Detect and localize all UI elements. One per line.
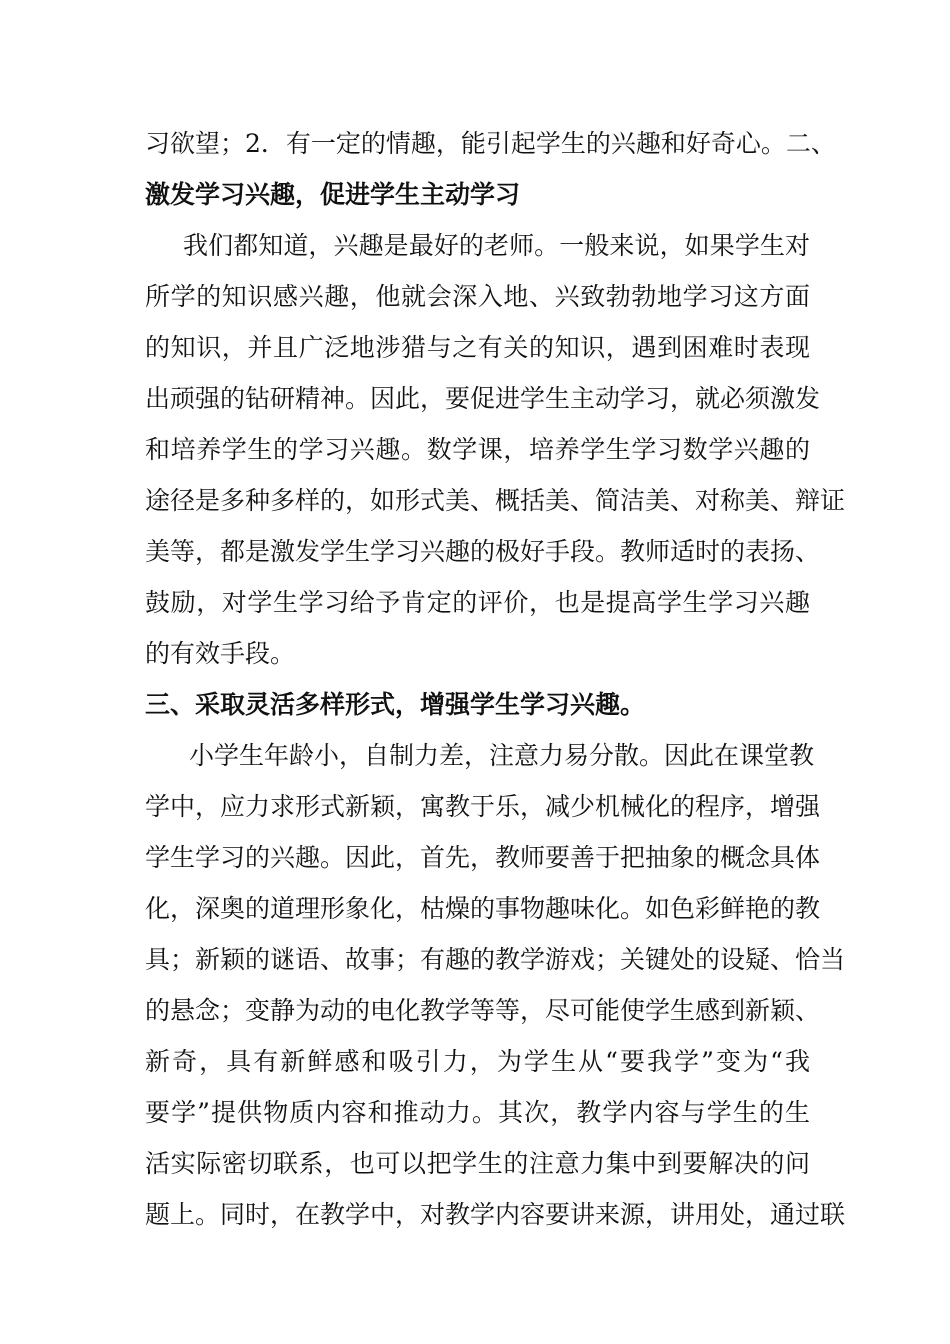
body-text-line: 新奇，具有新鲜感和吸引力，为学生从“要我学”变为“我 (145, 1047, 810, 1076)
body-text-line: 所学的知识感兴趣，他就会深入地、兴致勃勃地学习这方面 (145, 282, 810, 311)
body-text-line: 美等，都是激发学生学习兴趣的极好手段。教师适时的表扬、 (145, 537, 821, 566)
body-text-line: 习欲望；2．有一定的情趣，能引起学生的兴趣和好奇心。二、 (145, 129, 836, 158)
body-text-line: 学中，应力求形式新颖，寓教于乐，减少机械化的程序，增强 (145, 792, 821, 821)
body-text-line: 和培养学生的学习兴趣。数学课，培养学生学习数学兴趣的 (145, 435, 810, 464)
body-text-line: 鼓励，对学生学习给予肯定的评价，也是提高学生学习兴趣 (145, 588, 810, 617)
body-text-line: 的悬念；变静为动的电化教学等等，尽可能使学生感到新颖、 (145, 996, 821, 1025)
section-heading: 激发学习兴趣，促进学生主动学习 (145, 180, 521, 209)
document-body (145, 126, 846, 1248)
body-text-line: 化，深奥的道理形象化，枯燥的事物趣味化。如色彩鲜艳的教 (145, 894, 821, 923)
body-text-line: 小学生年龄小，自制力差，注意力易分散。因此在课堂教 (189, 741, 815, 770)
body-text-line: 具；新颖的谜语、故事；有趣的教学游戏；关键处的设疑、恰当 (145, 945, 846, 974)
section-heading: 三、采取灵活多样形式，增强学生学习兴趣。 (145, 690, 646, 719)
body-text-line: 出顽强的钻研精神。因此，要促进学生主动学习，就必须激发 (145, 384, 821, 413)
body-text-line: 要学”提供物质内容和推动力。其次，教学内容与学生的生 (145, 1098, 810, 1127)
body-text-line: 题上。同时，在教学中，对教学内容要讲来源，讲用处，通过联 (145, 1200, 846, 1229)
body-text-line: 途径是多种多样的，如形式美、概括美、简洁美、对称美、辩证 (145, 486, 846, 515)
body-text-line: 学生学习的兴趣。因此，首先，教师要善于把抽象的概念具体 (145, 843, 821, 872)
body-text-line: 的有效手段。 (145, 639, 296, 668)
body-text-line: 的知识，并且广泛地涉猎与之有关的知识，遇到困难时表现 (145, 333, 810, 362)
body-text-line: 活实际密切联系，也可以把学生的注意力集中到要解决的问 (145, 1149, 810, 1178)
body-text-line: 我们都知道，兴趣是最好的老师。一般来说，如果学生对 (183, 231, 810, 260)
